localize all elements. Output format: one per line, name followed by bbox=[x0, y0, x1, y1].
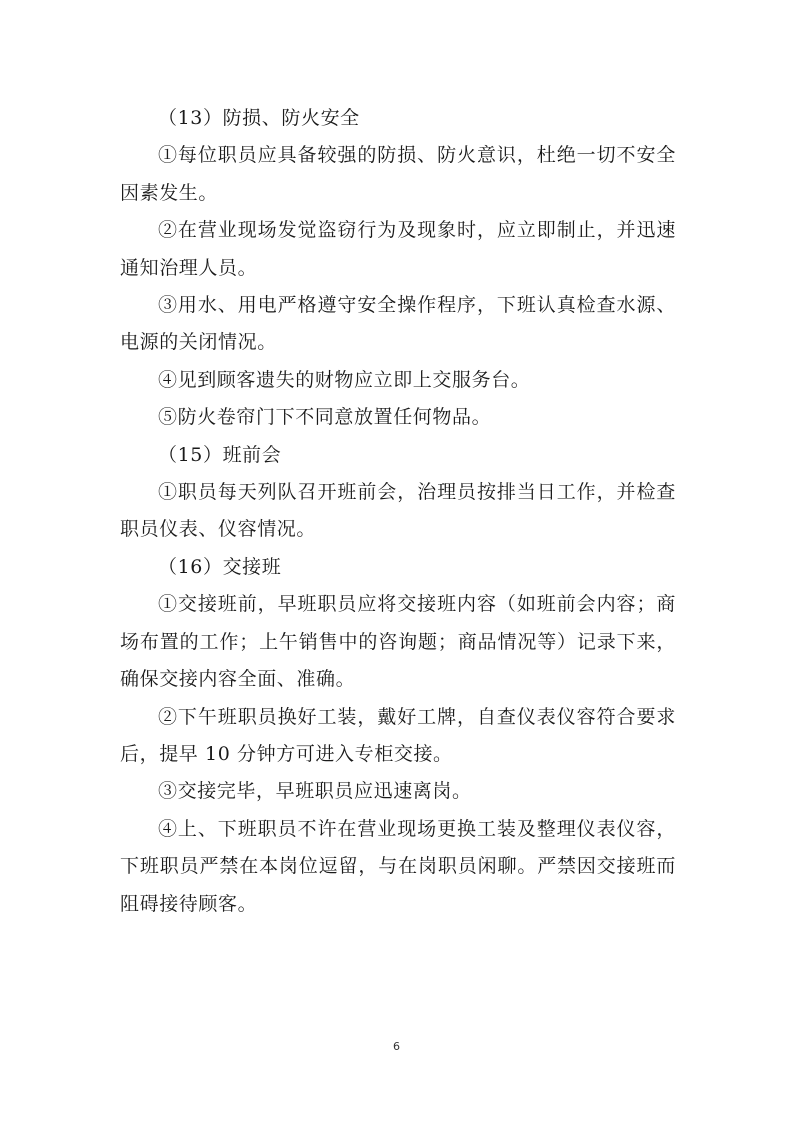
section-heading-16: （16）交接班 bbox=[158, 555, 282, 578]
list-item: ①职员每天列队召开班前会，治理员按排当日工作，并检查职员仪表、仪容情况。 bbox=[120, 481, 676, 541]
document-page bbox=[120, 100, 676, 923]
list-item: ④上、下班职员不许在营业现场更换工装及整理仪表仪容，下班职员严禁在本岗位逗留，与在岗职员闲聊。严禁因交接班而阻碍接待顾客。 bbox=[120, 817, 676, 915]
list-item: ②在营业现场发觉盗窃行为及现象时，应立即制止，并迅速通知治理人员。 bbox=[120, 219, 676, 279]
page-number: 6 bbox=[393, 1040, 400, 1053]
list-item: ③用水、用电严格遵守安全操作程序，下班认真检查水源、电源的关闭情况。 bbox=[120, 294, 676, 354]
list-item: ①每位职员应具备较强的防损、防火意识，杜绝一切不安全因素发生。 bbox=[120, 144, 676, 204]
section-heading-15: （15）班前会 bbox=[158, 443, 282, 466]
list-item: ③交接完毕，早班职员应迅速离岗。 bbox=[158, 780, 472, 803]
section-heading-13: （13）防损、防火安全 bbox=[158, 107, 360, 129]
list-item: ②下午班职员换好工装，戴好工牌，自查仪表仪容符合要求后，提早 10 分钟方可进入专柜交接。 bbox=[120, 705, 676, 765]
list-item: ⑤防火卷帘门下不同意放置任何物品。 bbox=[158, 406, 492, 429]
list-item: ④见到顾客遗失的财物应立即上交服务台。 bbox=[158, 368, 531, 391]
list-item: ①交接班前，早班职员应将交接班内容（如班前会内容；商场布置的工作；上午销售中的咨询题；商品情况等）记录下来，确保交接内容全面、准确。 bbox=[120, 593, 676, 691]
